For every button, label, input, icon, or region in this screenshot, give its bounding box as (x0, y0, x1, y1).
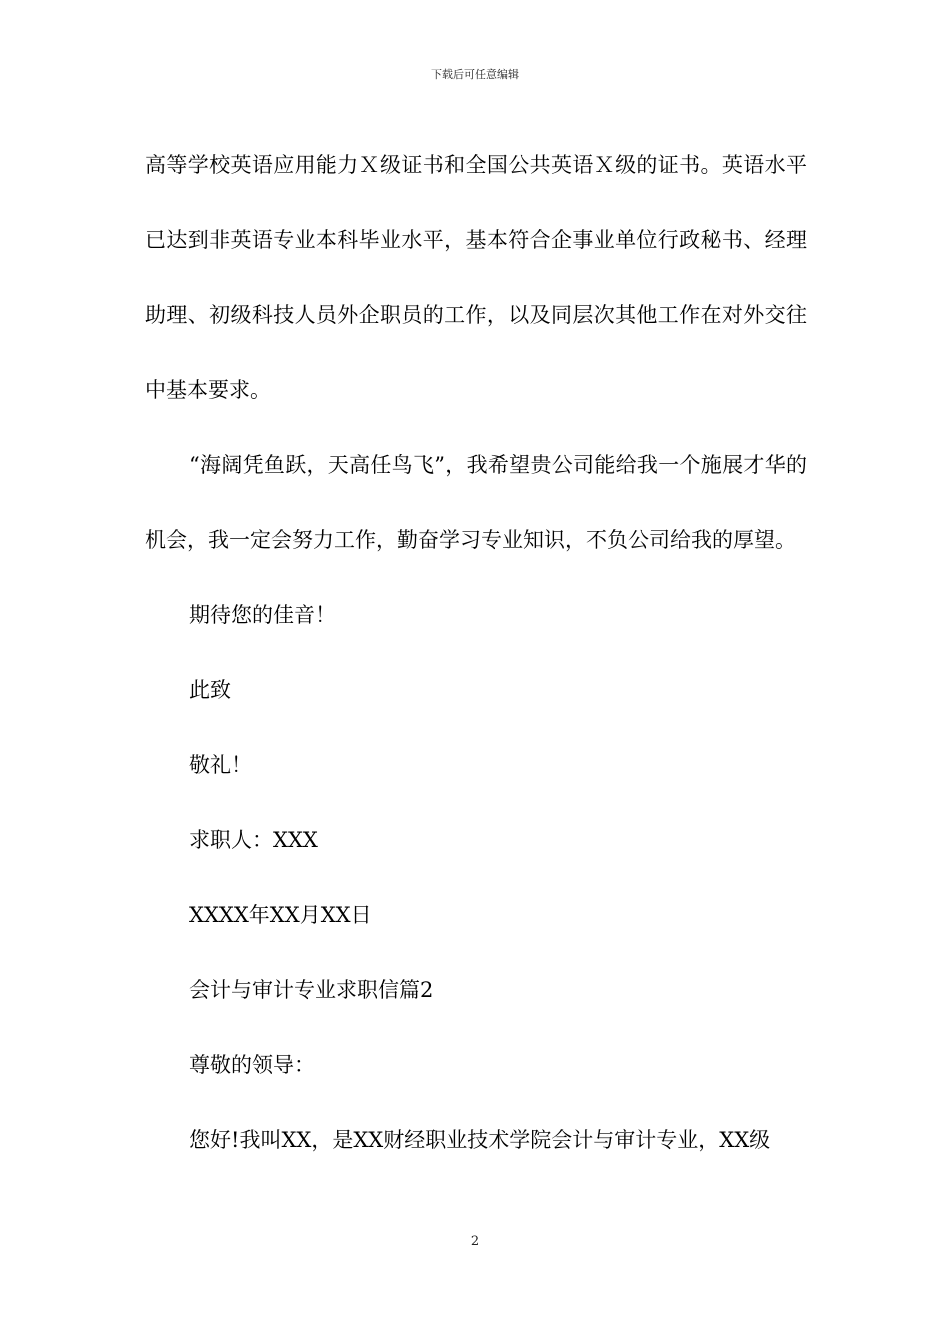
paragraph-date: XXXX年XX月XX日 (189, 903, 372, 927)
paragraph-applicant: 求职人：XXX (189, 828, 318, 852)
paragraph-hope: “海阔凭鱼跃，天高任鸟飞”，我希望贵公司能给我一个施展才华的机会，我一定会努力工作，勤奋学习专业知识，不负公司给我的厚望。 (145, 453, 807, 552)
paragraph-english-level: 高等学校英语应用能力Ｘ级证书和全国公共英语Ｘ级的证书。英语水平已达到非英语专业本科毕业水平，基本符合企事业单位行政秘书、经理助理、初级科技人员外企职员的工作，以及同层次其他工作在对外交往中基本要求。 (145, 153, 807, 402)
paragraph-intro: 您好!我叫XX，是XX财经职业技术学院会计与审计专业，XX级 (189, 1128, 771, 1152)
page-number: 2 (470, 1234, 480, 1249)
paragraph-section-title: 会计与审计专业求职信篇2 (189, 978, 434, 1002)
document-body (145, 128, 807, 1178)
page-header: 下载后可任意编辑 (431, 68, 519, 81)
paragraph-greeting: 尊敬的领导： (189, 1053, 315, 1077)
paragraph-regards: 敬礼！ (189, 753, 252, 777)
paragraph-expect-reply: 期待您的佳音！ (189, 603, 336, 627)
paragraph-salutation: 此致 (189, 678, 231, 702)
